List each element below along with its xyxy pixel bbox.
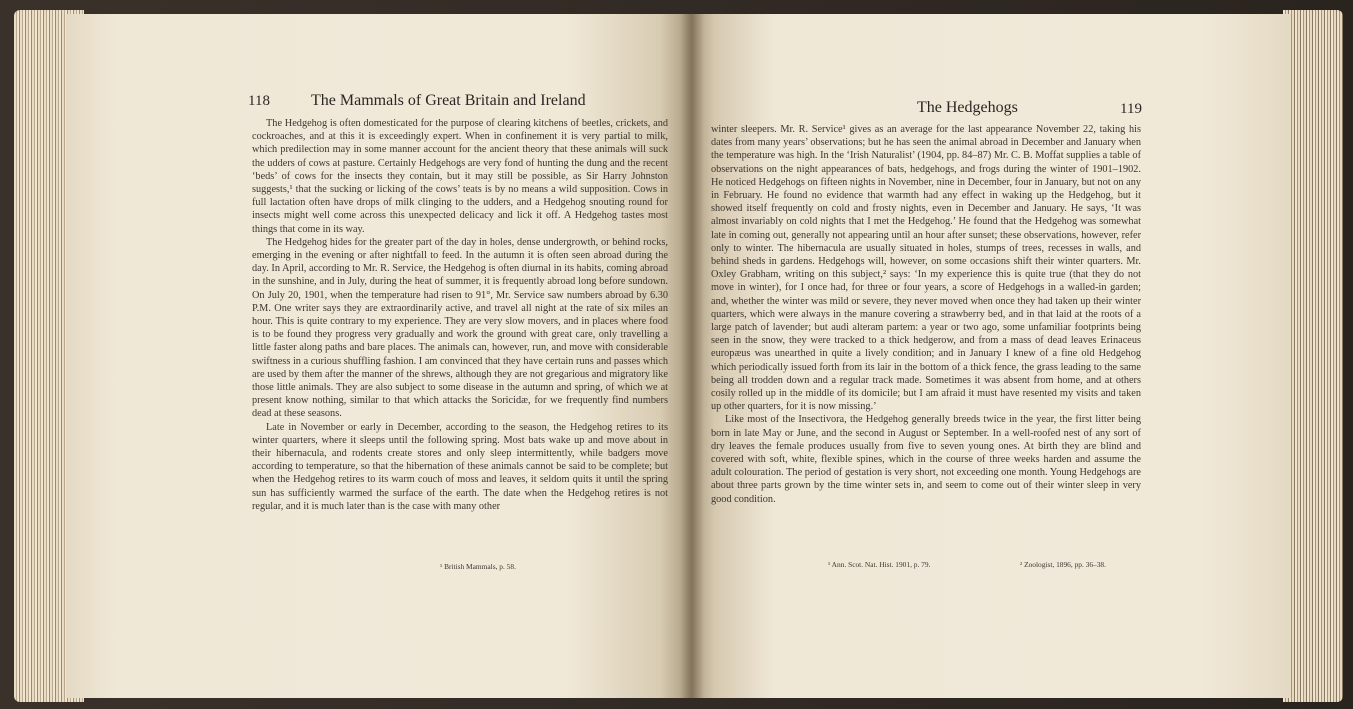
right-page-body <box>711 123 1141 506</box>
left-footnote: ¹ British Mammals, p. 58. <box>440 562 516 571</box>
left-running-title: The Mammals of Great Britain and Ireland <box>311 92 586 109</box>
right-paragraph: Like most of the Insectivora, the Hedgehog generally breeds twice in the year, the first litter being born in late May or June, and the second in August or September. In a well-roofed nest of any sort of dry leaves the female produces usually from five to seven young ones. At birth they are blind and covered with soft, white, flexible spines, which in the course of three weeks harden and assume the adult colouration. The period of gestation is very short, not exceeding one month. Young Hedgehogs are about three parts grown by the time winter sets in, and seem to come out of their winter sleep in very good condition. <box>711 414 1141 505</box>
right-footnote-1: ¹ Ann. Scot. Nat. Hist. 1901, p. 79. <box>828 560 931 569</box>
left-paragraph: Late in November or early in December, according to the season, the Hedgehog retires to its winter quarters, where it sleeps until the following spring. Most bats wake up and move about in their hibernacula, and rodents create stores and only sleep intermittently, while badgers move according to temperature, so that the hibernation of these animals cannot be said to be complete; but when the Hedgehog retires to its warm couch of moss and leaves, it seldom quits it until the spring sun has sufficiently warmed the surface of the earth. The date when the Hedgehog retires is not regular, and it is much later than is the case with many other <box>252 421 668 512</box>
right-footnote-2: ² Zoologist, 1896, pp. 36–38. <box>1020 560 1106 569</box>
left-page-body <box>252 117 668 513</box>
right-page-number: 119 <box>1120 101 1142 117</box>
right-running-title: The Hedgehogs <box>917 99 1018 116</box>
left-page-number: 118 <box>248 93 270 109</box>
right-paragraph: winter sleepers. Mr. R. Service¹ gives as an average for the last appearance November 22, taking his dates from many years’ observations; but he has seen the animal abroad in December and January when the temperature was high. In the ‘Irish Naturalist’ (1904, pp. 84–87) Mr. C. B. Moffat supplies a table of observations on the night appearances of bats, hedgehogs, and frogs during the winter of 1901–1902. He noticed Hedgehogs on fifteen nights in November, nine in December, four in January, but not on any in February. He found no evidence that warmth had any effect in waking up the Hedgehog, but it showed itself frequently on cold and frosty nights, even in December and January. He says, ‘It was almost invariably on cold nights that I met the Hedgehog.’ He found that the Hedgehog was somewhat late in coming out, generally not appearing until an hour after sunset; these observations, however, refer only to winter. The hibernacula are usually situated in holes, stumps of trees, recesses in walls, and behind sheds in gardens. Hedgehogs will, however, on some occasions shift their winter quarters. Mr. Oxley Grabham, writing on this subject,² says: ‘In my experience this is quite true (that they do not move in winter), for I once had, for three or four years, a score of Hedgehogs in a walled-in garden; and, whether the winter was mild or severe, they never moved when once they had taken up their winter quarters, which were always in the manure covering a strawberry bed, and in that laid at the roots of a large patch of lavender; but audi alteram partem: a year or two ago, some unfamiliar footprints being seen in the snow, they were tracked to a thick hedgerow, and from a mass of dead leaves Erinaceus europæus was unearthed in quite a lively condition; and in January I knew of a fine old Hedgehog which periodically issued forth from its lair in the bottom of a thick fence, the grass leading to the same being all trodden down and a regular track made. Sometimes it was absent from home, and at others cosily rolled up in the middle of its domicile; but I am afraid it must have resented my visits and taken up other quarters, for it is now missing.’ <box>711 124 1141 413</box>
left-paragraph: The Hedgehog hides for the greater part of the day in holes, dense undergrowth, or behind rocks, emerging in the evening or after nightfall to feed. In the autumn it is often seen abroad during the day. In April, according to Mr. R. Service, the Hedgehog is often diurnal in its habits, coming abroad in the sunshine, and in July, during the heat of summer, it is frequently abroad long before sundown. On July 20, 1901, when the temperature had risen to 91°, Mr. Service saw numbers abroad by 6.30 P.M. One writer says they are extraordinarily active, and travel all night at the rate of six miles an hour. This is quite contrary to my experience. They are very slow movers, and in places where food is to be found they progress very gradually and work the ground with great care, only travelling a little faster along paths and bare places. The animals can, however, run, and move with considerable swiftness in a curious shuffling fashion. I am convinced that they have certain runs and passes which are used by them after the manner of the shrews, although they are not gregarious and migratory like those little animals. They are also subject to some disease in the autumn and spring, of which we at present know nothing, similar to that which attacks the Soricidæ, for we frequently find numbers dead at these seasons. <box>252 236 668 420</box>
right-page-edges <box>1283 10 1343 702</box>
book-gutter <box>680 14 704 698</box>
left-paragraph: The Hedgehog is often domesticated for the purpose of clearing kitchens of beetles, crickets, and cockroaches, and at this it is exceedingly expert. When in confinement it is very partial to milk, which predilection may in some manner account for the ancient theory that these animals will suck the udders of cows at pasture. Certainly Hedgehogs are very fond of hunting the dung and the recent ‘beds’ of cows for the insects they contain, but it may still be possible, as Sir Harry Johnston suggests,¹ that the sucking or licking of the cows’ teats is by no means a wild supposition. Cows in full lactation often have drops of milk clinging to the udders, and a Hedgehog snouting round for insects might well come across this unexpected delicacy and lick it off. A Hedgehog tastes most things that come in its way. <box>252 118 668 235</box>
